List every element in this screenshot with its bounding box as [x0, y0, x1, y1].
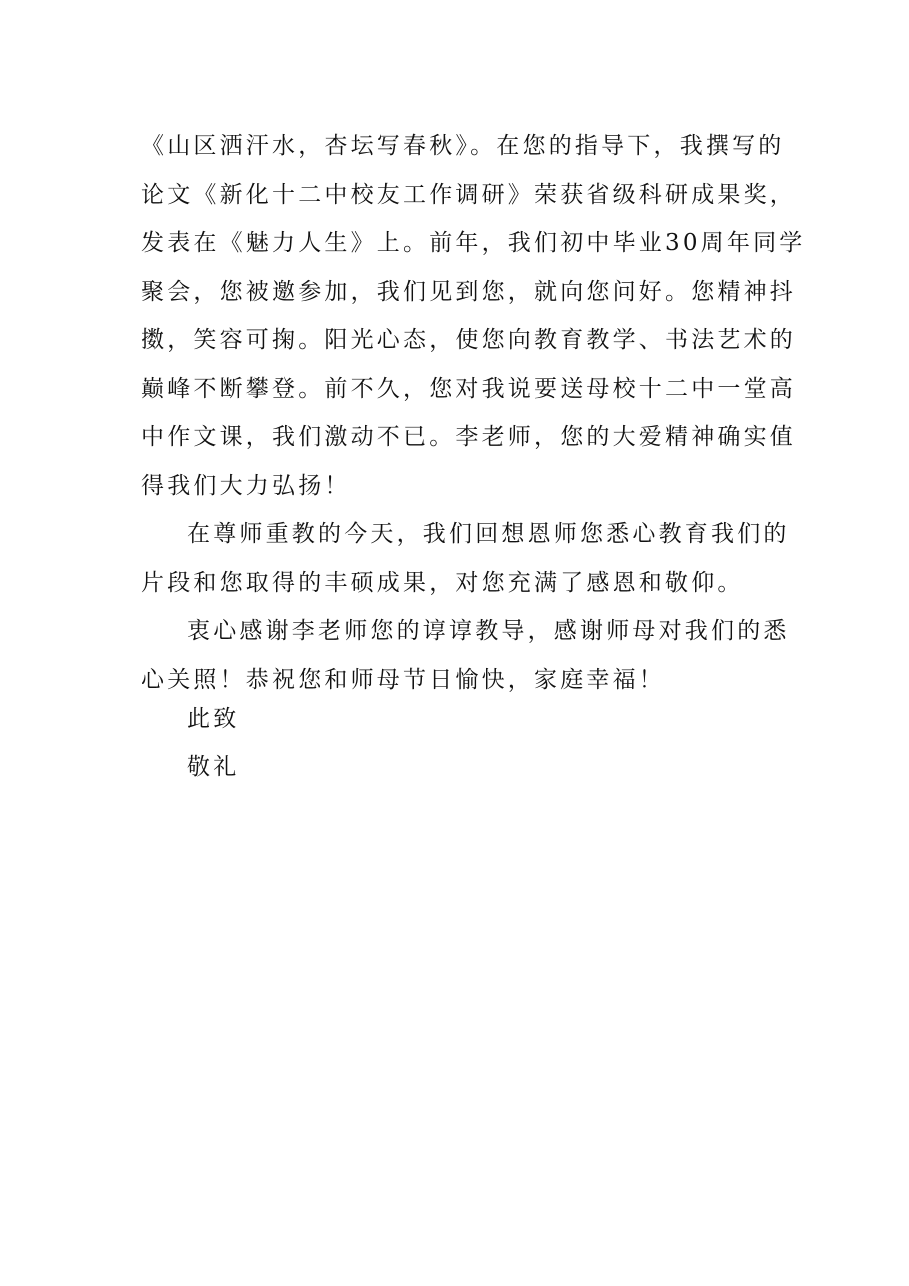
closing-regards: 敬礼 [187, 754, 240, 780]
text-line: 发表在《魅力人生》上。前年，我们初中毕业30周年同学 [141, 230, 806, 256]
text-line: 中作文课，我们激动不已。李老师，您的大爱精神确实值 [141, 424, 796, 450]
text-line: 得我们大力弘扬！ [141, 472, 351, 499]
text-line: 《山区洒汗水，杏坛写春秋》。在您的指导下，我撰写的 [141, 133, 785, 159]
paragraph-1 [141, 122, 806, 510]
closing-salutation: 此致 [187, 706, 240, 732]
text-line: 擞，笑容可掬。阳光心态，使您向教育教学、书法艺术的 [141, 327, 796, 353]
text-line: 片段和您取得的丰硕成果，对您充满了感恩和敬仰。 [141, 569, 744, 596]
paragraph-3 [141, 607, 790, 704]
text-line: 巅峰不断攀登。前不久，您对我说要送母校十二中一堂高 [141, 375, 796, 402]
text-line: 聚会，您被邀参加，我们见到您，就向您问好。您精神抖 [141, 278, 796, 305]
letter-body [141, 122, 806, 704]
text-line: 在尊师重教的今天，我们回想恩师您悉心教育我们的 [187, 521, 790, 547]
text-line: 论文《新化十二中校友工作调研》荣获省级科研成果奖， [141, 181, 796, 208]
text-line: 衷心感谢李老师您的谆谆教导，感谢师母对我们的悉 [187, 618, 790, 644]
paragraph-2 [141, 510, 790, 607]
text-line: 心关照！恭祝您和师母节日愉快，家庭幸福！ [141, 666, 665, 693]
